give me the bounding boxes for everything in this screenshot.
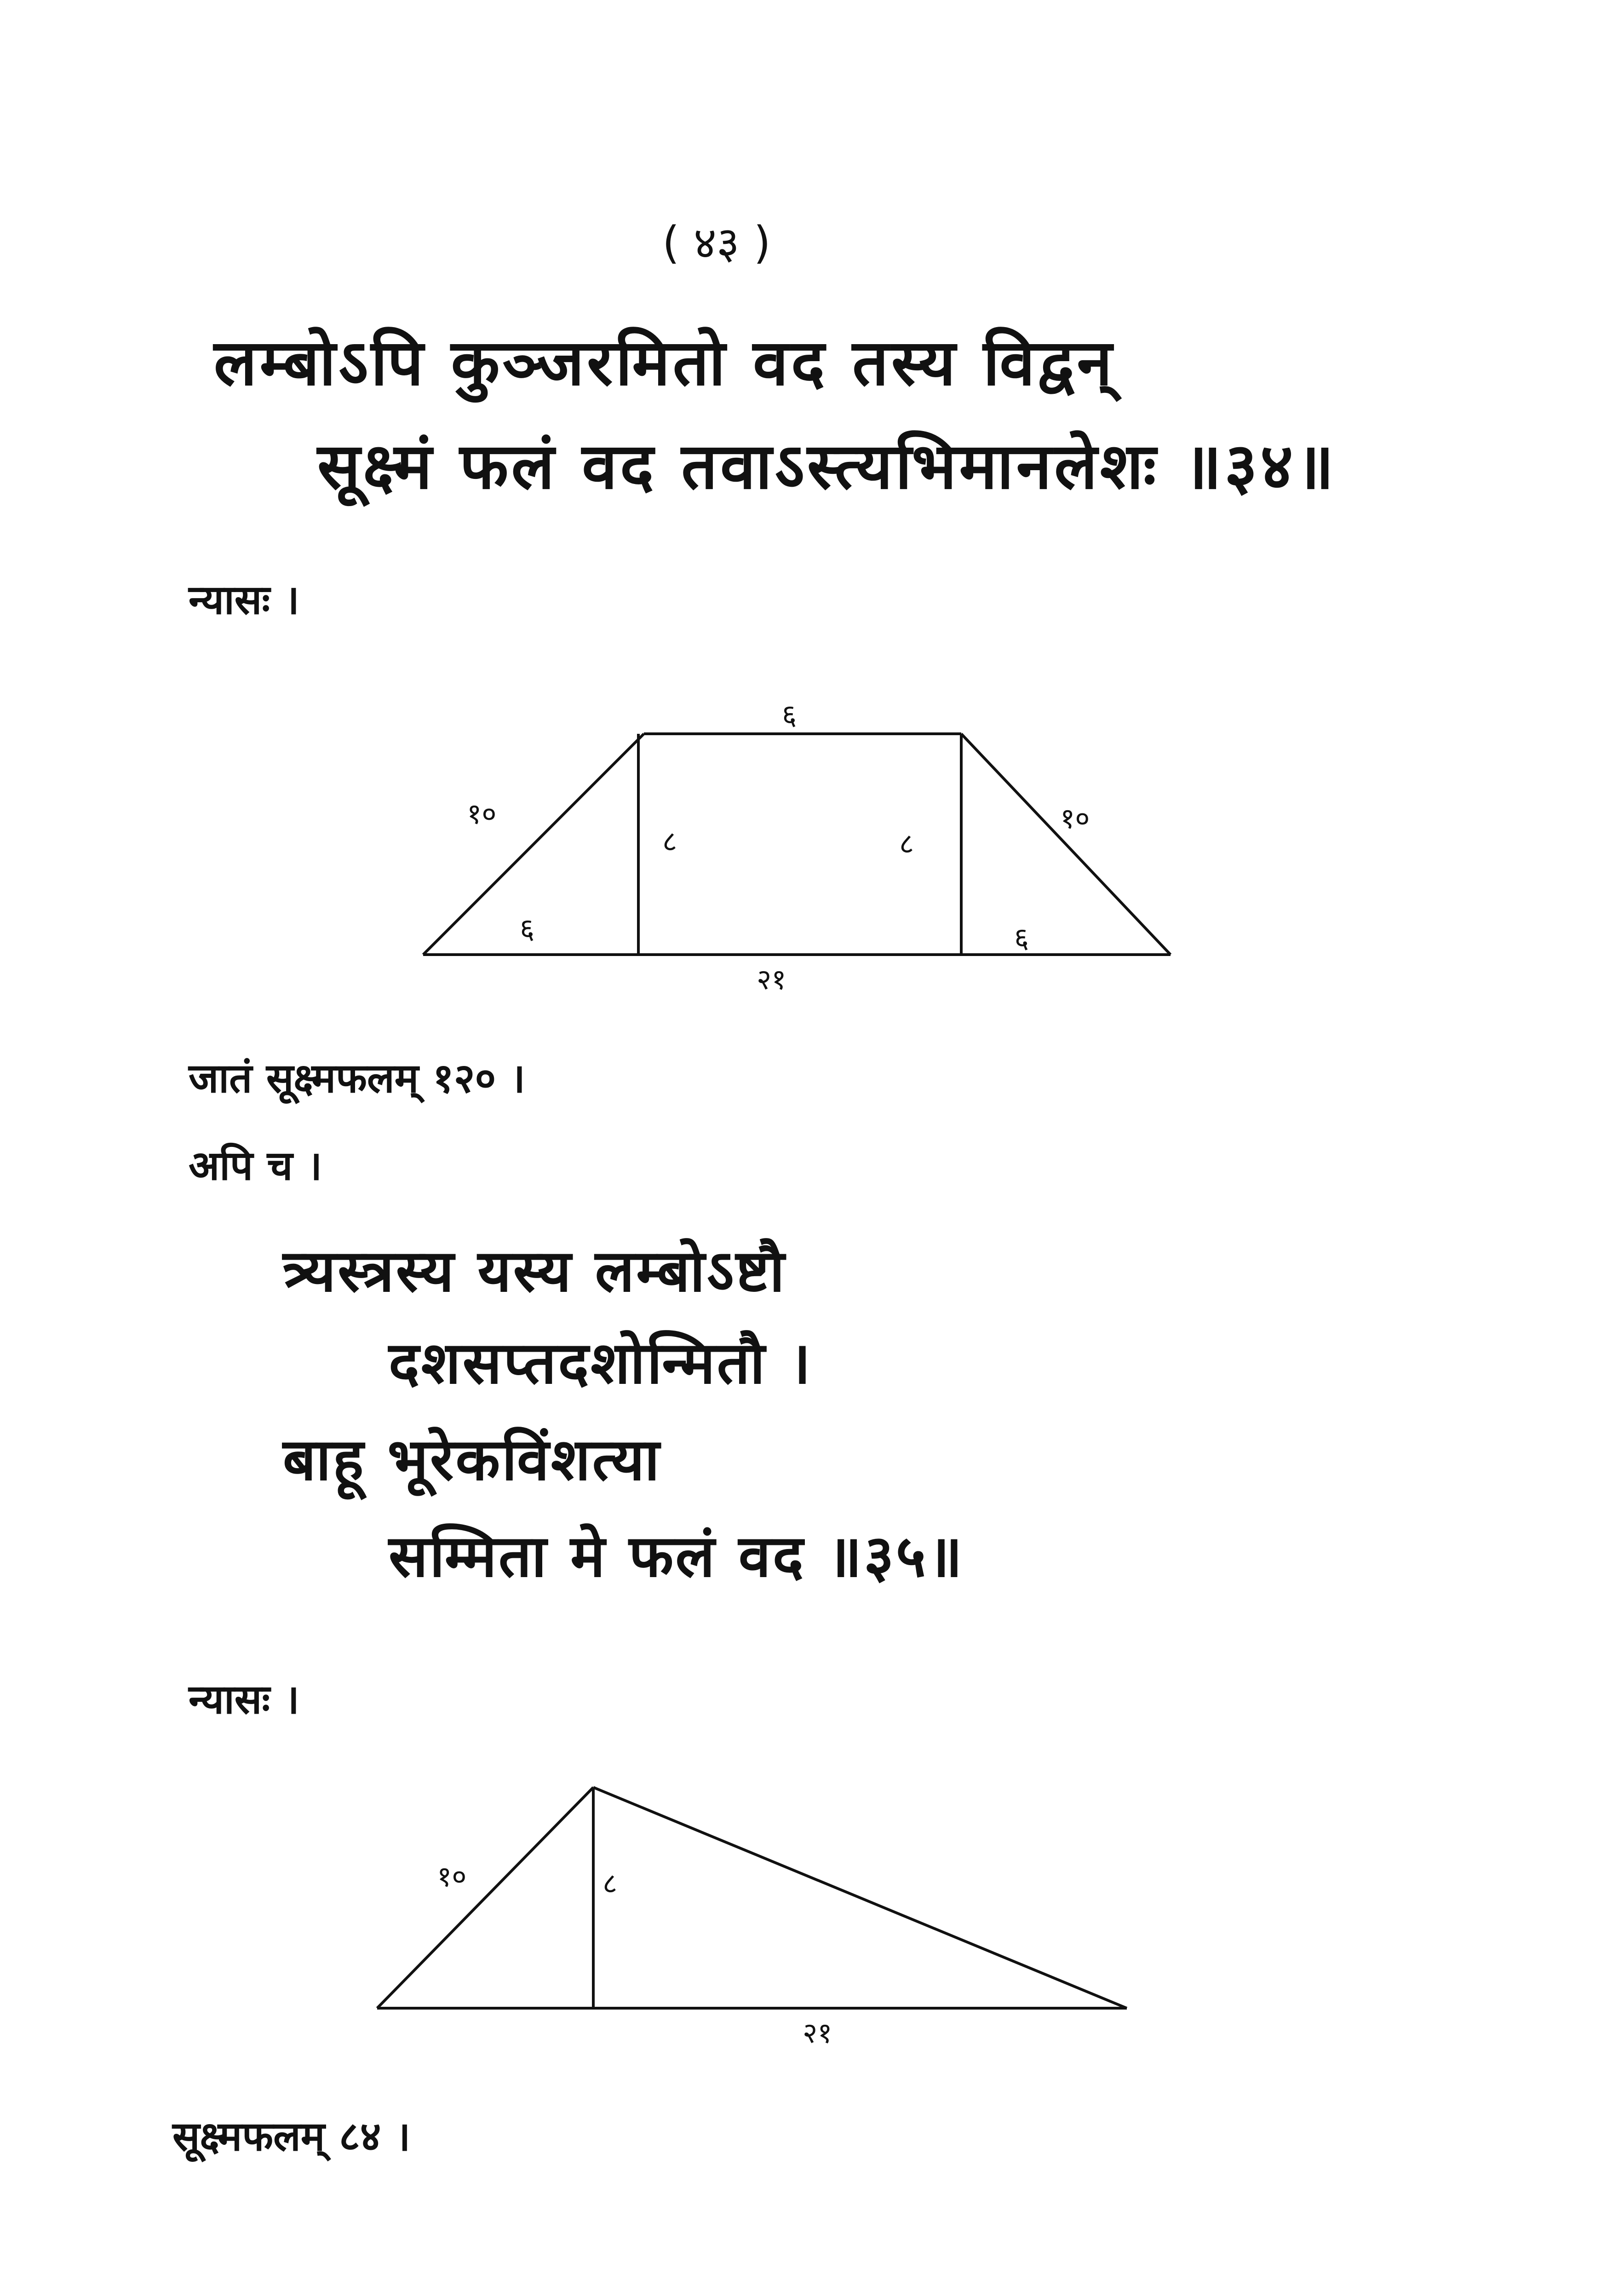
trapezoid-base-label: २१ [757,962,786,996]
trapezoid-right-side-label: १० [1060,801,1090,835]
api-ca-label: अपि च । [189,1142,322,1189]
page-number: ( ४३ ) [662,217,771,269]
triangle-left-side-label: १० [437,1860,467,1893]
verse-35-line-4: सम्मिता मे फलं वद ॥३५॥ [389,1522,964,1590]
trapezoid-top-label: ६ [782,698,797,732]
verse-35-line-3: बाहू भूरेकविंशत्या [283,1426,661,1493]
trapezoid-left-base-label: ६ [520,912,535,945]
triangle-left-side-line [377,1787,593,2008]
verse-35-line-1: त्र्यस्त्रस्य यस्य लम्बोऽष्टौ [283,1237,786,1305]
result-2: सूक्ष्मफलम् ८४ । [172,2113,411,2160]
verse-34-line-2: सूक्ष्मं फलं वद तवाऽस्त्यभिमानलेशः ॥३४॥ [317,429,1337,503]
trapezoid-right-height-label: ८ [899,827,914,860]
verse-34-line-1: लम्बोऽपि कुञ्जरमितो वद तस्य विद्वन् [214,326,1115,400]
trapezoid-left-height-label: ८ [662,824,677,858]
nyasa-label-2: न्यासः । [189,1676,300,1723]
verse-35-line-2: दशसप्तदशोन्मितौ । [389,1329,813,1397]
nyasa-label-1: न्यासः । [189,576,300,623]
triangle-base-label: २१ [803,2016,832,2050]
triangle-right-side-line [593,1787,1127,2008]
trapezoid-right-base-label: ६ [1014,921,1029,955]
trapezoid-left-side-label: १० [467,797,497,830]
result-1: जातं सूक्ष्मफलम् १२० । [189,1054,526,1102]
triangle-height-label: ८ [603,1866,618,1900]
